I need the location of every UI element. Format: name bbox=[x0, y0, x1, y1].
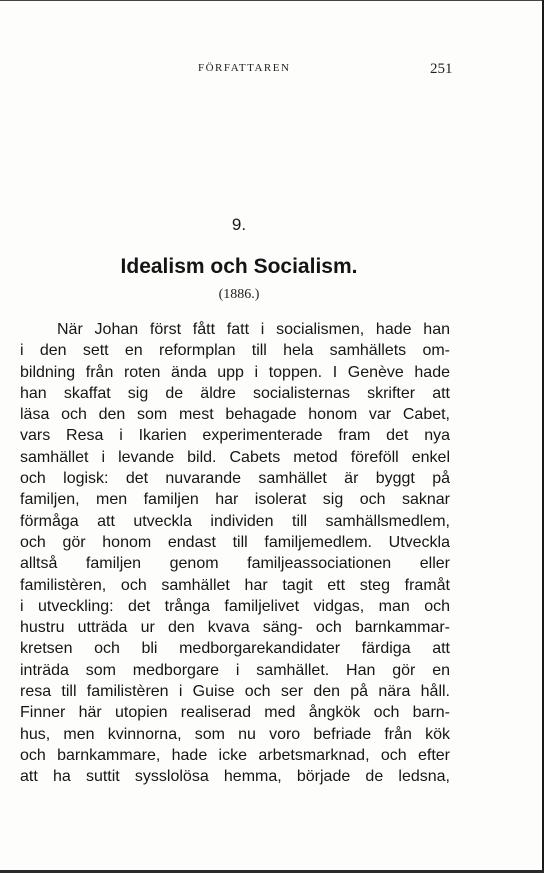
text-line: bildning från roten ända upp i toppen. I Genève hade bbox=[20, 363, 450, 381]
text-line: och logisk: det nuvarande samhället är byggt på bbox=[20, 470, 450, 488]
section-year: (1886.) bbox=[218, 287, 260, 302]
text-line: När Johan först fått fatt i socialismen, hade han bbox=[57, 321, 450, 338]
text-line: vars Resa i Ikarien experimenterade fram det nya bbox=[20, 427, 450, 445]
text-line: han skaffat sig de äldre socialisternas skrifter att bbox=[20, 384, 450, 402]
page-number: 251 bbox=[430, 61, 453, 77]
text-line: hustru utträda ur den kvava säng- och barnkammar- bbox=[20, 619, 450, 637]
text-line: och gör honom endast till familjemedlem. Utveckla bbox=[20, 533, 450, 551]
text-line: alltså familjen genom familjeassociationen eller bbox=[20, 555, 450, 573]
text-line: läsa och den som mest behagade honom var Cabet, bbox=[20, 406, 450, 424]
body-paragraph bbox=[20, 319, 450, 788]
text-line: hus, men kvinnorna, som nu voro befriade från kök bbox=[20, 725, 450, 743]
section-number: 9. bbox=[231, 215, 247, 234]
text-line: kretsen och bli medborgarekandidater färdiga att bbox=[20, 640, 450, 658]
text-line: resa till familistèren i Guise och ser den på nära håll. bbox=[20, 683, 450, 701]
section-title: Idealism och Socialism. bbox=[120, 255, 358, 278]
text-line: att ha suttit sysslolösa hemma, började de ledsna, bbox=[20, 768, 450, 786]
text-line: i utveckling: det trånga familjelivet vidgas, man och bbox=[20, 597, 450, 615]
text-line: i den sett en reformplan till hela samhällets om- bbox=[20, 342, 450, 360]
text-line: samhället i levande bild. Cabets metod föreföll enkel bbox=[20, 448, 450, 466]
text-line: och barnkammare, hade icke arbetsmarknad, och efter bbox=[20, 746, 450, 764]
running-head: FÖRFATTAREN bbox=[198, 62, 291, 74]
page-top-edge bbox=[0, 0, 544, 1]
text-line: familjen, men familjen har isolerat sig och saknar bbox=[20, 491, 450, 509]
text-line: förmåga att utveckla individen till samhällsmedlem, bbox=[20, 512, 450, 530]
text-line: Finner här utopien realiserad med ångkök och barn- bbox=[20, 704, 450, 722]
text-line: inträda som medborgare i samhället. Han gör en bbox=[20, 661, 450, 679]
text-line: familistèren, och samhället har tagit ett steg framåt bbox=[20, 576, 450, 594]
